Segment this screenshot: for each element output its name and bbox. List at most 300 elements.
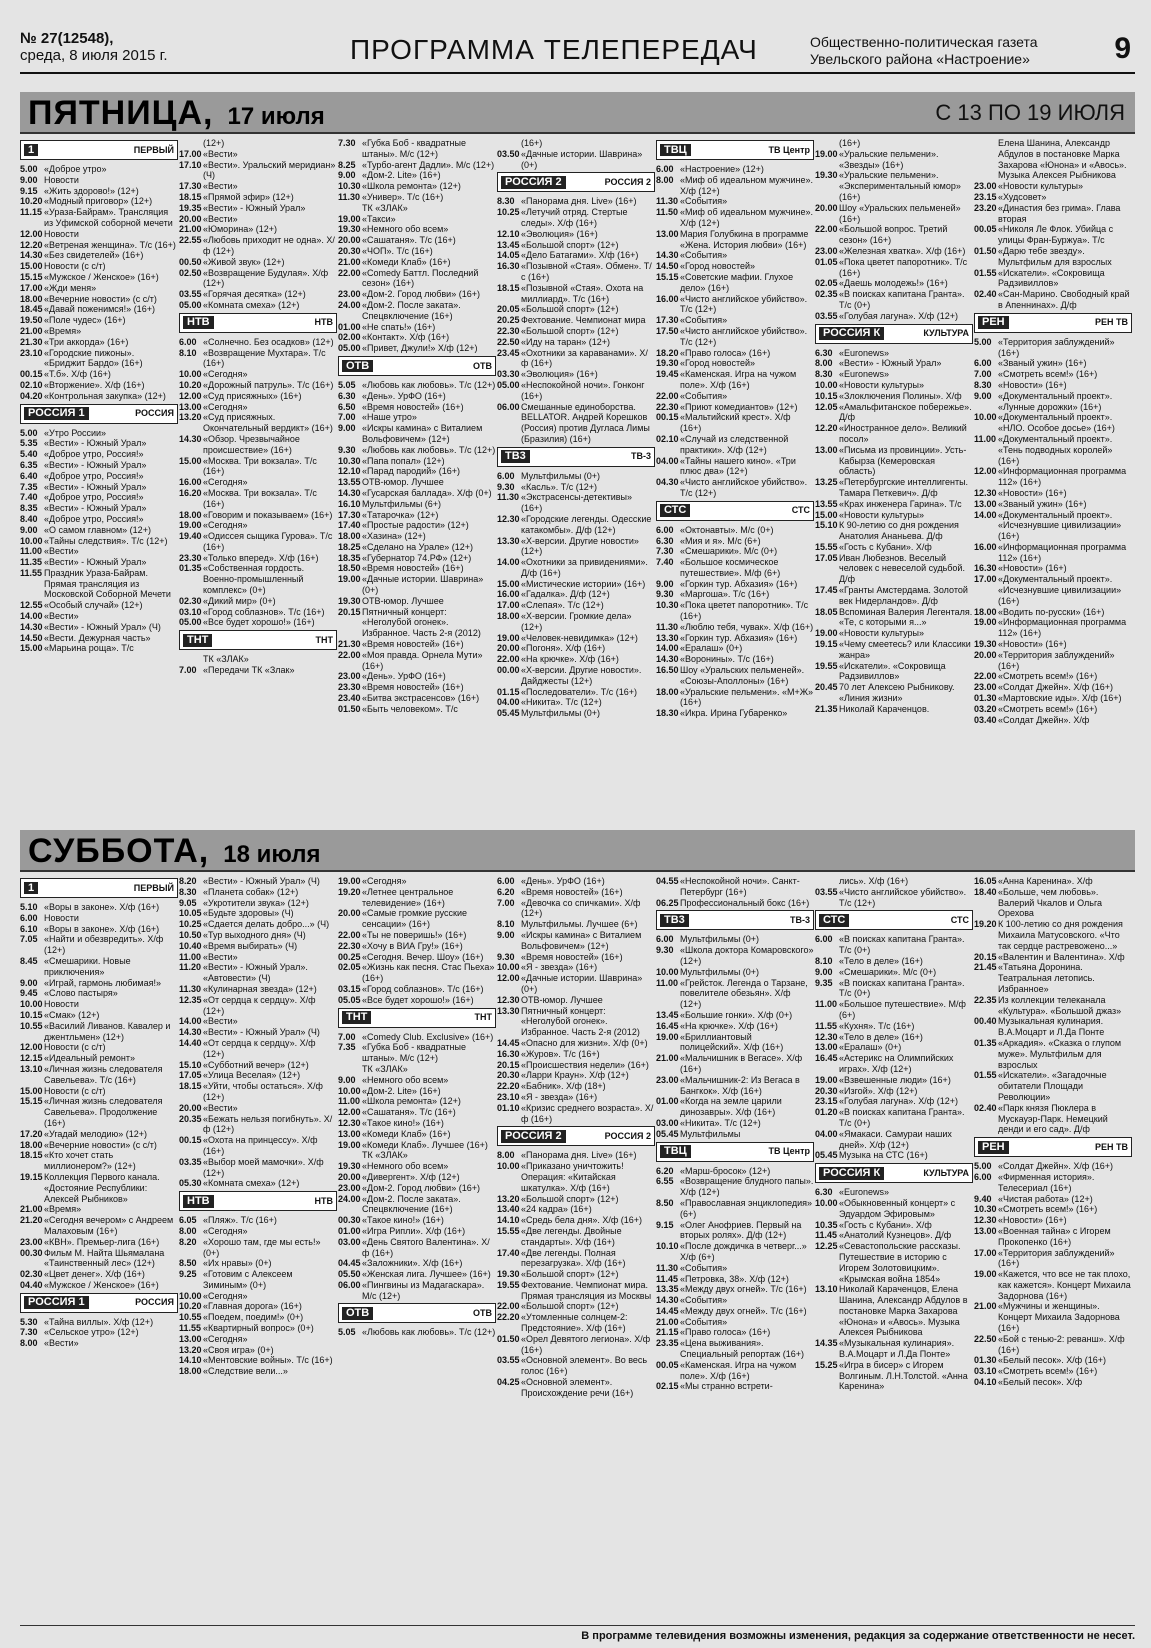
program-title: «Comedy Баттл. Последний сезон» (16+) bbox=[362, 267, 479, 289]
program-title: «Новости культуры» bbox=[839, 379, 925, 390]
program-entry bbox=[656, 229, 814, 251]
program-time: 15.00 bbox=[20, 261, 43, 272]
program-time: 14.00 bbox=[20, 611, 43, 622]
program-entry bbox=[656, 1338, 814, 1360]
program-title: «Сашатаня». Т/с (16+) bbox=[362, 235, 456, 246]
program-title: «Живой звук» (12+) bbox=[203, 256, 285, 267]
program-time: 9.00 bbox=[20, 174, 38, 185]
program-time: 13.20 bbox=[497, 1193, 520, 1204]
program-entry bbox=[815, 956, 973, 967]
program-title: «Право голоса» (16+) bbox=[680, 1327, 771, 1338]
program-entry bbox=[974, 358, 1132, 369]
program-time: 5.05 bbox=[338, 1327, 356, 1338]
program-time: 16.05 bbox=[974, 876, 997, 886]
program-entry bbox=[497, 973, 655, 995]
program-title: «Доброе утро, Россия!» bbox=[44, 449, 144, 460]
program-entry bbox=[656, 1021, 814, 1032]
program-entry bbox=[656, 1032, 814, 1054]
program-time: 6.00 bbox=[656, 934, 674, 945]
program-entry bbox=[338, 380, 496, 391]
program-entry bbox=[497, 1226, 655, 1248]
channel-header bbox=[497, 447, 655, 467]
program-title: Иван Любезнов. Веселый человек с невеселой судьбой. Д/ф bbox=[839, 552, 965, 585]
program-time: 00.15 bbox=[20, 369, 43, 380]
program-title: «Информационная программа 112» (16+) bbox=[998, 617, 1127, 639]
page-number: 9 bbox=[1114, 32, 1131, 65]
program-title: «Время новостей» (16+) bbox=[362, 682, 464, 693]
program-title: «Немного обо всем» bbox=[362, 1074, 449, 1085]
program-time: 03.00 bbox=[338, 1236, 361, 1247]
program-title: ТК «ЗЛАК» bbox=[362, 1063, 408, 1074]
program-time: 21.30 bbox=[338, 639, 361, 650]
channel-name: НТВ bbox=[314, 1195, 333, 1206]
program-title: Пятничный концерт: «Неголубой огонек». Избранное. Часть 2-я (2012) bbox=[362, 606, 481, 639]
program-entry bbox=[497, 1355, 655, 1377]
program-title: «Охотники за привидениями». Д/ф (16+) bbox=[521, 557, 648, 578]
program-time: 13.25 bbox=[815, 477, 838, 488]
program-time: 22.20 bbox=[497, 1081, 520, 1092]
program-entry bbox=[656, 622, 814, 633]
friday-column bbox=[179, 138, 337, 808]
program-title: «Пляж». Т/с (16+) bbox=[203, 1215, 277, 1226]
program-time: 9.15 bbox=[656, 1219, 674, 1230]
program-entry bbox=[497, 1215, 655, 1226]
program-time: 19.00 bbox=[338, 1139, 361, 1150]
program-time: 18.15 bbox=[179, 191, 202, 202]
program-title: «КВН». Премьер-лига (16+) bbox=[44, 1236, 160, 1247]
channel-name: СТС bbox=[950, 914, 969, 925]
program-entry bbox=[815, 445, 973, 477]
program-entry bbox=[497, 876, 655, 887]
program-title: «Воронины». Т/с (16+) bbox=[680, 654, 774, 665]
program-time: 06.00 bbox=[338, 1279, 361, 1290]
program-title: «Человек-невидимка» (12+) bbox=[521, 632, 638, 643]
program-title: «Кто хочет стать миллионером?» (12+) bbox=[44, 1150, 136, 1172]
program-title: Мультфильмы (0+) bbox=[521, 708, 601, 719]
program-title: «Мальчишник-2: Из Вегаса в Бангкок». Х/ф (16+) bbox=[680, 1074, 800, 1096]
program-time: 13.45 bbox=[656, 1009, 679, 1020]
program-time: 01.30 bbox=[974, 693, 997, 704]
program-time: 14.30 bbox=[656, 250, 679, 261]
channel-header bbox=[20, 878, 178, 898]
program-title: «Привет, Джули!» Х/ф (12+) bbox=[362, 343, 478, 354]
program-time: 00.00 bbox=[497, 665, 520, 676]
program-entry bbox=[815, 1107, 973, 1129]
program-entry bbox=[974, 510, 1132, 542]
program-entry bbox=[815, 246, 973, 257]
program-time: 15.00 bbox=[20, 643, 43, 654]
channel-logo-icon: ТВ3 bbox=[660, 914, 689, 927]
program-time: 18.50 bbox=[338, 563, 361, 574]
program-entry bbox=[656, 546, 814, 557]
program-time: 6.00 bbox=[179, 336, 197, 347]
program-entry bbox=[815, 380, 973, 391]
program-time: 8.00 bbox=[815, 358, 833, 369]
program-entry bbox=[974, 488, 1132, 499]
program-entry bbox=[20, 482, 178, 493]
program-time: 19.30 bbox=[497, 1269, 520, 1280]
program-time: 03.10 bbox=[974, 1366, 997, 1377]
program-title: «Дом-2. Город любви» (16+) bbox=[362, 1182, 480, 1193]
program-entry bbox=[179, 531, 337, 553]
program-time: 18.35 bbox=[338, 552, 361, 563]
program-title: «Время новостей» (16+) bbox=[521, 886, 623, 897]
program-title: «Пока цветет папоротник». Т/с (16+) bbox=[839, 256, 968, 278]
program-time: 14.10 bbox=[179, 1355, 202, 1366]
program-time: 10.55 bbox=[20, 1020, 43, 1031]
program-entry bbox=[815, 278, 973, 289]
program-title: «Валентин и Валентина». Х/ф bbox=[998, 951, 1125, 962]
program-time: 9.30 bbox=[656, 589, 674, 600]
program-time: 03.00 bbox=[656, 1117, 679, 1128]
program-time: 18.30 bbox=[656, 708, 679, 719]
program-title: «Х-версии. Другие новости» (12+) bbox=[521, 535, 639, 557]
program-time: 18.05 bbox=[815, 606, 838, 617]
program-time: 6.10 bbox=[20, 923, 38, 934]
program-title: «Музыкальная кулинария». В.А.Моцарт и Л.Да Понте» bbox=[839, 1338, 955, 1360]
program-title: «Большой вопрос. Третий сезон» (16+) bbox=[839, 224, 948, 246]
program-title: «Угадай мелодию» (12+) bbox=[44, 1128, 148, 1139]
program-time: 20.00 bbox=[179, 1102, 202, 1113]
program-title: «Игра Рипли». Х/ф (16+) bbox=[362, 1225, 466, 1236]
channel-logo-icon: РЕН bbox=[978, 316, 1009, 329]
program-entry bbox=[179, 380, 337, 391]
program-title: ТК «ЗЛАК» bbox=[203, 654, 249, 665]
channel-logo-icon: РОССИЯ 2 bbox=[501, 176, 566, 189]
program-entry bbox=[656, 294, 814, 316]
program-title: «Смешарики». М/с (0+) bbox=[680, 546, 778, 557]
program-entry bbox=[179, 510, 337, 521]
program-entry bbox=[815, 704, 973, 715]
program-entry bbox=[815, 628, 973, 639]
program-time: 21.35 bbox=[815, 703, 838, 714]
program-entry bbox=[20, 1150, 178, 1172]
program-title: «Ералаш» (0+) bbox=[680, 643, 743, 654]
program-entry bbox=[179, 369, 337, 380]
program-time: 6.20 bbox=[656, 1165, 674, 1176]
program-entry bbox=[179, 348, 337, 370]
program-entry bbox=[497, 482, 655, 493]
program-entry bbox=[338, 1161, 496, 1172]
program-title: «Приют комедиантов» (12+) bbox=[680, 401, 798, 412]
program-title: «Летнее центральное телевидение» (16+) bbox=[362, 886, 454, 908]
program-entry bbox=[20, 1327, 178, 1338]
program-entry bbox=[338, 170, 496, 181]
program-entry bbox=[815, 391, 973, 402]
program-time: 11.00 bbox=[338, 1096, 361, 1107]
program-entry bbox=[974, 1269, 1132, 1301]
program-time: 8.30 bbox=[815, 369, 833, 380]
channel-header bbox=[815, 324, 973, 344]
program-entry bbox=[974, 962, 1132, 994]
channel-name: ТНТ bbox=[474, 1012, 492, 1023]
program-entry bbox=[974, 434, 1132, 466]
program-title: «Кризис среднего возраста». Х/ф (16+) bbox=[521, 1102, 654, 1124]
program-time: 10.25 bbox=[497, 207, 520, 218]
program-entry bbox=[815, 369, 973, 380]
program-title: «Время выбирать» (Ч) bbox=[203, 940, 298, 951]
program-time: 9.45 bbox=[20, 988, 38, 999]
program-title: Новости bbox=[44, 912, 79, 923]
program-title: «Простые радости» (12+) bbox=[362, 520, 469, 531]
program-time bbox=[815, 876, 839, 887]
program-title: «Время новостей» (16+) bbox=[521, 951, 623, 962]
program-title: «Новости культуры» bbox=[839, 509, 925, 520]
program-entry bbox=[338, 542, 496, 553]
program-time: 8.20 bbox=[179, 876, 197, 886]
program-entry bbox=[20, 1172, 178, 1204]
program-time: 04.00 bbox=[497, 697, 520, 708]
program-time: 9.00 bbox=[338, 1074, 356, 1085]
channel-logo-icon: РОССИЯ К bbox=[819, 1167, 884, 1180]
program-title: «Астерикс на Олимпийских играх». Х/ф (12+) bbox=[839, 1053, 954, 1074]
program-time: 17.00 bbox=[497, 600, 520, 611]
program-title: «Вести» - Южный Урал» (Ч) bbox=[203, 876, 320, 886]
program-time bbox=[179, 654, 203, 665]
program-title: «Происшествия недели» (16+) bbox=[521, 1059, 649, 1070]
program-entry bbox=[20, 240, 178, 251]
program-title: «Икра. Ирина Губаренко» bbox=[680, 708, 788, 719]
program-title: «Кажется, что все не так плохо, как кажется». Концерт Михаила Задорнова (16+) bbox=[998, 1269, 1131, 1301]
program-entry bbox=[974, 268, 1132, 290]
channel-name: ОТВ bbox=[473, 1308, 492, 1319]
program-title: «Между двух огней». Т/с (16+) bbox=[680, 1284, 807, 1295]
program-entry bbox=[338, 412, 496, 423]
program-entry bbox=[974, 876, 1132, 887]
program-title: «Большой спорт» (12+) bbox=[521, 1269, 619, 1280]
program-entry bbox=[815, 1150, 973, 1161]
program-entry bbox=[656, 665, 814, 687]
program-time: 24.00 bbox=[338, 1193, 361, 1204]
program-entry bbox=[656, 1306, 814, 1317]
program-entry bbox=[179, 1038, 337, 1060]
program-time: 22.00 bbox=[974, 671, 997, 682]
program-time: 00.05 bbox=[656, 1359, 679, 1370]
program-title: «Территория заблуждений» (16+) bbox=[998, 649, 1115, 671]
program-time: 11.30 bbox=[497, 492, 520, 503]
program-time: 03.55 bbox=[497, 1355, 520, 1366]
program-time: 16.00 bbox=[179, 477, 202, 488]
program-time: 05.45 bbox=[497, 708, 520, 719]
program-title: «Сельское утро» (12+) bbox=[44, 1327, 139, 1338]
program-time: 17.05 bbox=[179, 1070, 202, 1081]
program-title: «Документальный проект». «Лунные дорожки» (16+) bbox=[998, 390, 1113, 412]
program-title: «Белый песок». Х/ф bbox=[998, 1377, 1083, 1388]
program-entry bbox=[338, 214, 496, 225]
program-title: «Смешарики». М/с (0+) bbox=[839, 966, 937, 977]
program-title: «Дом-2. После заката». Спецвключение (16+) bbox=[362, 299, 461, 321]
program-time: 20.30 bbox=[497, 1070, 520, 1081]
program-entry bbox=[815, 639, 973, 661]
program-entry bbox=[656, 164, 814, 175]
program-title: «Бриллиантовый полицейский». Х/ф (16+) bbox=[680, 1031, 784, 1053]
program-entry bbox=[338, 1140, 496, 1151]
program-entry bbox=[20, 568, 178, 600]
program-time: 00.25 bbox=[338, 951, 361, 962]
channel-logo-icon: СТС bbox=[819, 914, 849, 927]
program-time: 01.55 bbox=[974, 267, 997, 278]
program-time: 02.40 bbox=[974, 289, 997, 300]
program-title: «Контрольная закупка» (12+) bbox=[44, 390, 166, 401]
program-time: 9.15 bbox=[20, 185, 38, 196]
program-title: «Октонавты». М/с (0+) bbox=[680, 524, 774, 535]
program-title: «Гадалка». Д/ф (12+) bbox=[521, 589, 610, 600]
program-time: 5.10 bbox=[20, 902, 38, 912]
program-title: «Вести» - Южный Урал» bbox=[203, 202, 306, 213]
program-entry bbox=[179, 1269, 337, 1291]
program-time: 01.10 bbox=[497, 1102, 520, 1113]
program-time: 12.30 bbox=[974, 487, 997, 498]
program-title: «Хазина» (12+) bbox=[362, 531, 426, 542]
program-time: 20.00 bbox=[179, 213, 202, 224]
program-title: «Петровка, 38». Х/ф (12+) bbox=[680, 1273, 789, 1284]
program-title: «Случай из следственной практики». Х/ф (12+) bbox=[680, 433, 789, 455]
program-time bbox=[497, 138, 521, 149]
program-title: «Дом-2. Город любви» (16+) bbox=[362, 289, 480, 300]
program-entry bbox=[974, 693, 1132, 704]
program-time bbox=[338, 1064, 362, 1075]
channel-name: ТВ Центр bbox=[768, 1146, 810, 1157]
program-entry bbox=[338, 671, 496, 682]
program-time: 10.00 bbox=[497, 962, 520, 973]
program-title: «Москва. Три вокзала». Т/с (16+) bbox=[203, 487, 317, 509]
program-title: «Играй, гармонь любимая!» bbox=[44, 977, 161, 988]
program-title: «Все будет хорошо!» (16+) bbox=[203, 617, 315, 628]
program-title: Шоу «Уральских пельменей» (16+) bbox=[839, 202, 961, 224]
program-entry bbox=[179, 477, 337, 488]
program-title: «Севастопольские рассказы. Путешествие в историю с Игорем Золотовицким». «Крымская война 1854» bbox=[839, 1241, 961, 1284]
program-title: «Не спать!» (16+) bbox=[362, 321, 436, 332]
program-title: «Документальный проект». «Исчезнувшие цивилизации» (16+) bbox=[998, 574, 1122, 606]
program-time: 18.00 bbox=[497, 611, 520, 622]
program-title: «Укротители звука» (12+) bbox=[203, 897, 309, 908]
program-time: 00.05 bbox=[974, 224, 997, 235]
program-title: «Время новостей» (16+) bbox=[362, 639, 464, 650]
channel-logo-icon: РОССИЯ 2 bbox=[501, 1130, 566, 1143]
program-time: 22.30 bbox=[338, 940, 361, 951]
program-title: ТК «ЗЛАК» bbox=[362, 1150, 408, 1161]
program-title: Николай Караченцов. bbox=[839, 703, 930, 714]
program-time: 5.00 bbox=[974, 336, 992, 347]
program-time: 02.15 bbox=[656, 1381, 679, 1392]
friday-column bbox=[974, 138, 1132, 808]
program-entry bbox=[974, 1103, 1132, 1135]
program-time: 21.00 bbox=[20, 1204, 43, 1215]
program-time: 10.35 bbox=[815, 1219, 838, 1230]
program-title: (16+) bbox=[839, 138, 861, 148]
program-title: «Эволюция» (16+) bbox=[521, 369, 598, 380]
program-entry bbox=[974, 1248, 1132, 1270]
program-time: 16.30 bbox=[497, 1048, 520, 1059]
program-title: Мария Голубкина в программе «Жена. История любви» (16+) bbox=[680, 228, 809, 250]
program-title: «Журов». Т/с (16+) bbox=[521, 1048, 600, 1059]
program-time: 12.05 bbox=[815, 401, 838, 412]
program-entry bbox=[20, 999, 178, 1010]
program-entry bbox=[338, 203, 496, 214]
program-title: «Белый песок». Х/ф (16+) bbox=[998, 1355, 1106, 1366]
program-title: К 90-летию со дня рождения Анатолия Ананьева. Д/ф bbox=[839, 520, 959, 542]
program-title: «Мия и я». М/с (6+) bbox=[680, 535, 761, 546]
program-title: «Неспокойной ночи». Гонконг (16+) bbox=[521, 379, 645, 401]
program-time: 18.15 bbox=[20, 1150, 43, 1161]
channel-name: РЕН ТВ bbox=[1094, 317, 1128, 328]
program-title: «Каменская. Игра на чужом поле». Х/ф (16+) bbox=[680, 369, 797, 390]
program-entry bbox=[338, 682, 496, 693]
program-entry bbox=[179, 402, 337, 413]
program-entry bbox=[497, 1038, 655, 1049]
program-title: «Выбор моей мамочки». Х/ф (12+) bbox=[203, 1156, 324, 1178]
program-title: «Большой спорт» (12+) bbox=[521, 304, 619, 315]
program-time: 9.00 bbox=[656, 578, 674, 589]
program-title: «Ветреная женщина». Т/с (16+) bbox=[44, 239, 176, 250]
program-title: «Иду на таран» (12+) bbox=[521, 336, 610, 347]
program-time: 02.05 bbox=[338, 962, 361, 973]
program-time: 19.00 bbox=[338, 213, 361, 224]
program-title: «День». УрФО (16+) bbox=[362, 390, 446, 401]
program-time: 17.40 bbox=[497, 1247, 520, 1258]
program-entry bbox=[815, 661, 973, 683]
program-time: 11.30 bbox=[656, 621, 679, 632]
program-entry bbox=[179, 952, 337, 963]
program-entry bbox=[497, 1377, 655, 1399]
program-title: «Чисто английское убийство». Т/с (12+) bbox=[680, 325, 808, 347]
program-title: «Информационная программа 112» (16+) bbox=[998, 466, 1127, 488]
program-title: «Цвет денег». Х/ф (16+) bbox=[44, 1269, 145, 1280]
program-time: 20.00 bbox=[815, 202, 838, 213]
program-time: 22.00 bbox=[815, 224, 838, 235]
program-title: «Марш-бросок» (12+) bbox=[680, 1165, 771, 1176]
program-title: «Эволюция» (16+) bbox=[521, 228, 598, 239]
channel-logo-icon: ОТВ bbox=[342, 1307, 373, 1320]
program-time: 16.30 bbox=[497, 261, 520, 272]
program-title: «Вести» bbox=[203, 1102, 238, 1113]
program-entry bbox=[20, 1129, 178, 1140]
program-time: 5.00 bbox=[20, 427, 38, 438]
program-entry bbox=[179, 203, 337, 214]
program-time: 9.00 bbox=[974, 390, 992, 401]
program-title: «Гранты Амстердама. Золотой век Нидерландов». Д/ф bbox=[839, 585, 968, 606]
program-title: «Панорама дня. Live» (16+) bbox=[521, 196, 637, 207]
program-time: 19.00 bbox=[815, 1074, 838, 1085]
program-time: 23.00 bbox=[338, 671, 361, 682]
program-time: 10.40 bbox=[179, 940, 202, 951]
program-time: 03.10 bbox=[179, 606, 202, 617]
program-time: 23.00 bbox=[974, 181, 997, 192]
program-title: «Сегодня» bbox=[203, 520, 248, 531]
program-time: 21.30 bbox=[20, 336, 43, 347]
program-entry bbox=[497, 579, 655, 590]
program-time: 20.15 bbox=[497, 1059, 520, 1070]
program-time: 14.50 bbox=[20, 632, 43, 643]
program-time: 19.30 bbox=[338, 595, 361, 606]
program-entry bbox=[338, 553, 496, 564]
program-entry bbox=[656, 261, 814, 272]
program-title: «Возвращение Мухтара». Т/с (16+) bbox=[203, 347, 326, 369]
program-entry bbox=[20, 514, 178, 525]
program-time: 14.45 bbox=[497, 1037, 520, 1048]
program-entry bbox=[338, 488, 496, 499]
program-entry bbox=[338, 1118, 496, 1129]
program-entry bbox=[656, 1381, 814, 1392]
program-entry bbox=[338, 289, 496, 300]
program-entry bbox=[20, 175, 178, 186]
page-header bbox=[20, 30, 1135, 74]
channel-name: РОССИЯ 2 bbox=[604, 176, 651, 187]
channel-header bbox=[815, 1163, 973, 1183]
program-title: «Вести» - Южный Урал» bbox=[44, 557, 147, 568]
program-title: «Письма из провинции». Усть-Кабырза (Кемеровская область) bbox=[839, 444, 967, 477]
program-title: «Большой спорт» (12+) bbox=[521, 325, 619, 336]
